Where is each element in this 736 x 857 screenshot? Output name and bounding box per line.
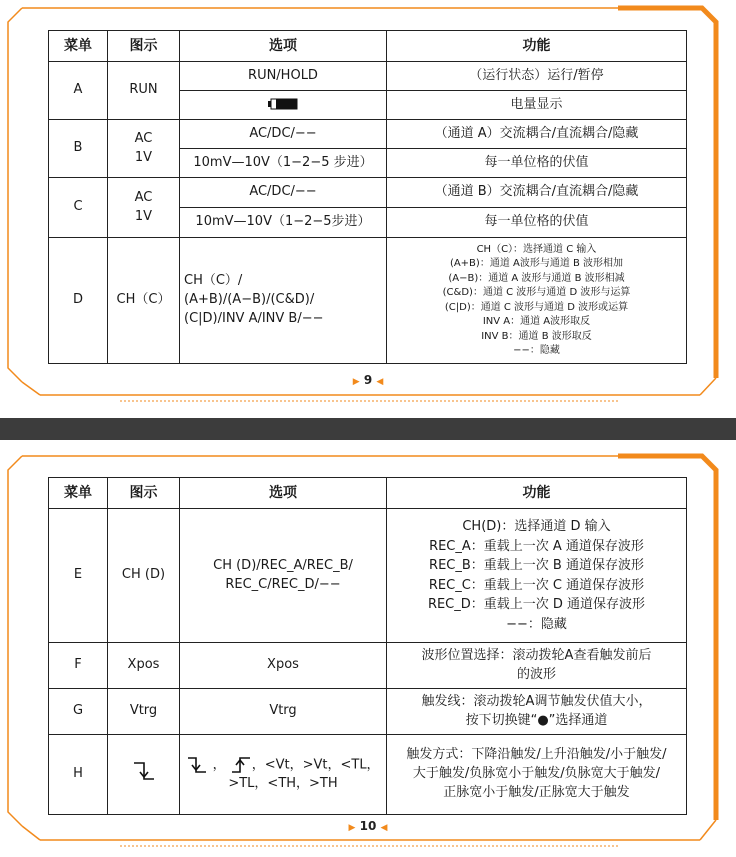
table-row — [49, 689, 687, 735]
function-cell: （通道 B）交流耦合/直流耦合/隐藏 — [387, 178, 687, 208]
falling-edge-icon — [186, 755, 208, 775]
function-cell: 触发方式：下降沿触发/上升沿触发/小于触发/ 大于触发/负脉宽小于触发/负脉宽大于触发/ 正脉宽小于触发/正脉宽大于触发 — [387, 735, 687, 815]
table-row — [49, 509, 687, 643]
menu-table-page-10 — [48, 477, 687, 815]
table-row — [49, 178, 687, 208]
option-cell: 10mV—10V（1−2−5步进） — [180, 208, 387, 238]
function-cell: 每一单位格的伏值 — [387, 149, 687, 178]
trigger-options-line-1: ，<Vt，>Vt，<TL， — [251, 757, 380, 773]
option-cell: 10mV—10V（1−2−5 步进） — [180, 149, 387, 178]
menu-table-page-9 — [48, 30, 687, 364]
function-cell: （运行状态）运行/暂停 — [387, 62, 687, 91]
menu-cell: D — [49, 238, 108, 364]
icon-cell: Xpos — [108, 643, 180, 689]
icon-cell: CH (D) — [108, 509, 180, 643]
menu-cell: A — [49, 62, 108, 120]
page-number — [0, 819, 736, 833]
table-row — [49, 643, 687, 689]
option-cell — [180, 91, 387, 120]
icon-cell: CH（C） — [108, 238, 180, 364]
function-cell: 电量显示 — [387, 91, 687, 120]
page-number-value: 10 — [359, 819, 377, 833]
option-cell: CH (D)/REC_A/REC_B/ REC_C/REC_D/−− — [180, 509, 387, 643]
header-option: 选项 — [180, 478, 387, 509]
table-row — [49, 120, 687, 149]
page-arrow-left-icon: ▶ — [348, 823, 356, 833]
function-cell: CH(D)：选择通道 D 输入 REC_A：重载上一次 A 通道保存波形 REC_B：重载上一次 B 通道保存波形 REC_C：重载上一次 C 通道保存波形 REC_D：重载上一次 D 通道保存波形 −−：隐藏 — [387, 509, 687, 643]
page-number-value: 9 — [363, 373, 373, 387]
function-cell: 每一单位格的伏值 — [387, 208, 687, 238]
table-row — [49, 238, 687, 364]
icon-cell: AC 1V — [108, 120, 180, 178]
header-menu: 菜单 — [49, 478, 108, 509]
option-cell: CH（C）/ (A+B)/(A−B)/(C&D)/ (C|D)/INV A/INV B/−− — [180, 238, 387, 364]
menu-cell: B — [49, 120, 108, 178]
menu-cell: E — [49, 509, 108, 643]
page-arrow-left-icon: ▶ — [352, 377, 360, 387]
battery-icon — [267, 98, 299, 110]
icon-cell: AC 1V — [108, 178, 180, 238]
option-cell: AC/DC/−− — [180, 120, 387, 149]
icon-cell — [108, 735, 180, 815]
table-row — [49, 62, 687, 91]
table-header-row — [49, 478, 687, 509]
menu-cell: C — [49, 178, 108, 238]
icon-cell: Vtrg — [108, 689, 180, 735]
icon-cell: RUN — [108, 62, 180, 120]
function-cell: CH（C）：选择通道 C 输入 (A+B)：通道 A波形与通道 B 波形相加 (A−B)：通道 A 波形与通道 B 波形相减 (C&D)：通道 C 波形与通道 D 波形与运算 (C|D)：通道 C 波形与通道 D 波形或运算 INV A：通道 A波形取反 INV B：通道 B 波形取反 −−：隐藏 — [387, 238, 687, 364]
manual-page-9 — [0, 0, 736, 418]
table-row — [49, 735, 687, 815]
page-separator — [0, 418, 736, 440]
header-function: 功能 — [387, 478, 687, 509]
menu-cell: H — [49, 735, 108, 815]
option-cell: Vtrg — [180, 689, 387, 735]
header-option: 选项 — [180, 31, 387, 62]
menu-cell: G — [49, 689, 108, 735]
function-cell: 触发线：滚动拨轮A调节触发伏值大小， 按下切换键“●”选择通道 — [387, 689, 687, 735]
header-menu: 菜单 — [49, 31, 108, 62]
function-cell: 波形位置选择：滚动拨轮A查看触发前后 的波形 — [387, 643, 687, 689]
trigger-options-line-2: >TL，<TH，>TH — [228, 776, 338, 792]
menu-cell: F — [49, 643, 108, 689]
page-number — [0, 373, 736, 387]
manual-page-10 — [0, 440, 736, 857]
header-icon: 图示 — [108, 478, 180, 509]
option-cell: AC/DC/−− — [180, 178, 387, 208]
page-arrow-right-icon: ◀ — [376, 377, 384, 387]
rising-edge-icon — [230, 755, 252, 775]
header-icon: 图示 — [108, 31, 180, 62]
table-header-row — [49, 31, 687, 62]
option-cell: Xpos — [180, 643, 387, 689]
page-arrow-right-icon: ◀ — [380, 823, 388, 833]
falling-edge-trigger-icon — [131, 760, 157, 782]
option-cell: ， ，<Vt，>Vt，<TL， >TL，<TH，>TH — [180, 735, 387, 815]
function-cell: （通道 A）交流耦合/直流耦合/隐藏 — [387, 120, 687, 149]
option-cell: RUN/HOLD — [180, 62, 387, 91]
header-function: 功能 — [387, 31, 687, 62]
